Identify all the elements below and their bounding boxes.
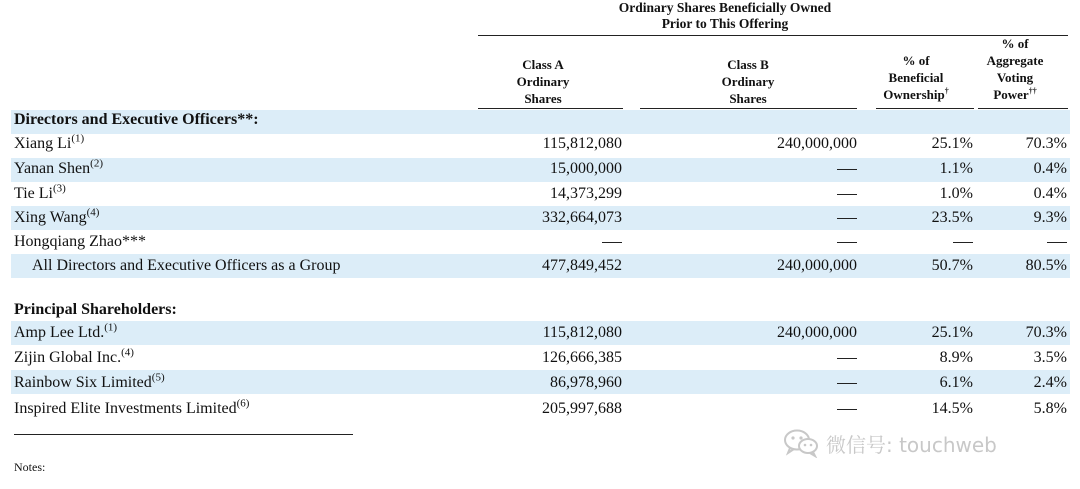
class-a-shares: 205,997,688: [542, 400, 622, 417]
section-header-directors: [0, 108, 1080, 132]
holder-name: [14, 132, 84, 156]
dagger-mark: †: [944, 86, 949, 96]
holder-name-text: Hongqiang Zhao***: [14, 233, 146, 250]
section-title-principal: Principal Shareholders:: [14, 301, 177, 318]
beneficial-pct: 25.1%: [931, 324, 973, 341]
col-header-class-b: [668, 56, 828, 107]
holder-name: [14, 371, 165, 395]
beneficial-pct: 25.1%: [931, 135, 973, 152]
holder-name: All Directors and Executive Officers as a Group: [32, 257, 341, 274]
em-dash: [837, 409, 857, 410]
voting-pct: 5.8%: [1033, 400, 1067, 417]
voting-pct: 3.5%: [1033, 349, 1067, 366]
col-header-class-b-l3: Shares: [729, 91, 767, 106]
footnote-ref: (3): [52, 182, 66, 195]
section-header-principal: [0, 298, 1080, 322]
section-title-directors: Directors and Executive Officers**:: [14, 111, 259, 128]
col-header-beneficial-l3: [866, 86, 966, 103]
footnote-ref: (6): [236, 397, 250, 410]
class-b-shares: [837, 157, 857, 181]
class-b-shares: [837, 230, 857, 254]
voting-pct: 70.3%: [1025, 324, 1067, 341]
em-dash: [837, 242, 857, 243]
col-header-voting-l3: Voting: [996, 70, 1034, 85]
table-row: [0, 397, 1080, 421]
holder-name-text: Zijin Global Inc.: [14, 349, 122, 366]
table-group-header: [600, 0, 850, 32]
beneficial-pct: 23.5%: [931, 209, 973, 226]
em-dash: [837, 169, 857, 170]
footnote-ref: (2): [90, 157, 103, 170]
group-header-line1: Ordinary Shares Beneficially Owned: [618, 0, 832, 15]
beneficial-pct: 14.5%: [931, 400, 973, 417]
col-header-voting-l4: [970, 86, 1060, 103]
col-header-voting-l4-text: Power: [993, 87, 1029, 102]
holder-name-text: Tie Li: [14, 185, 53, 202]
holder-name: [14, 230, 146, 254]
footnote-ref: (5): [151, 371, 165, 384]
em-dash: [953, 242, 973, 243]
voting-pct: [1047, 230, 1067, 254]
voting-pct: 2.4%: [1033, 374, 1067, 391]
col-header-voting: [970, 35, 1060, 103]
holder-name-text: Yanan Shen: [14, 160, 91, 177]
col-header-class-b-l1: Class B: [727, 57, 769, 72]
class-b-shares: 240,000,000: [777, 257, 857, 274]
class-a-shares: 115,812,080: [542, 135, 622, 152]
wechat-icon: [782, 428, 820, 458]
table-row: [0, 230, 1080, 254]
col-header-class-b-l2: Ordinary: [721, 74, 775, 89]
class-b-shares: [837, 397, 857, 421]
class-b-shares: [837, 371, 857, 395]
notes-label: Notes:: [14, 460, 46, 474]
class-a-shares: [602, 230, 622, 254]
voting-pct: 0.4%: [1033, 185, 1067, 202]
class-b-shares: [837, 346, 857, 370]
class-b-shares: [837, 182, 857, 206]
table-row: [0, 371, 1080, 395]
em-dash: [837, 383, 857, 384]
double-dagger-mark: ††: [1028, 86, 1037, 96]
col-header-voting-l2: Aggregate: [986, 53, 1044, 68]
col-header-beneficial: [866, 52, 966, 103]
table-row: [0, 206, 1080, 230]
table-row: [0, 132, 1080, 156]
table-row: [0, 157, 1080, 181]
col-header-class-a-l1: Class A: [522, 57, 564, 72]
em-dash: [837, 194, 857, 195]
voting-pct: 70.3%: [1025, 135, 1067, 152]
table-row: [0, 321, 1080, 345]
group-header-line2: Prior to This Offering: [661, 16, 789, 31]
holder-name-text: Xiang Li: [14, 135, 72, 152]
em-dash: [837, 218, 857, 219]
table-row: [0, 346, 1080, 370]
table-row: [0, 182, 1080, 206]
holder-name: [14, 397, 249, 421]
beneficial-pct: 1.0%: [939, 185, 973, 202]
footnote-rule: [14, 434, 353, 435]
col-header-class-a-l2: Ordinary: [516, 74, 570, 89]
voting-pct: 9.3%: [1033, 209, 1067, 226]
beneficial-pct: 1.1%: [939, 160, 973, 177]
beneficial-pct: 50.7%: [931, 257, 973, 274]
holder-name: [14, 157, 103, 181]
beneficial-pct: [953, 230, 973, 254]
class-b-shares: 240,000,000: [777, 324, 857, 341]
beneficial-pct: 6.1%: [939, 374, 973, 391]
watermark-text: 微信号: touchweb: [826, 432, 997, 457]
holder-name-text: Rainbow Six Limited: [14, 374, 152, 391]
holder-name-text: Inspired Elite Investments Limited: [14, 400, 237, 417]
holder-name: [14, 206, 99, 230]
class-a-shares: 477,849,452: [542, 257, 622, 274]
holder-name: [14, 182, 66, 206]
table-row-total: [0, 254, 1080, 278]
voting-pct: 0.4%: [1033, 160, 1067, 177]
em-dash: [1047, 242, 1067, 243]
holder-name: [14, 321, 117, 345]
footnote-ref: (4): [121, 346, 134, 359]
voting-pct: 80.5%: [1025, 257, 1067, 274]
class-a-shares: 126,666,385: [542, 349, 622, 366]
col-header-voting-l1: % of: [1001, 36, 1029, 51]
footnote-ref: (1): [104, 321, 118, 334]
col-header-class-a: [463, 56, 623, 107]
col-header-class-a-l3: Shares: [524, 91, 562, 106]
class-a-shares: 15,000,000: [550, 160, 622, 177]
class-b-shares: [837, 206, 857, 230]
holder-name-text: Xing Wang: [14, 209, 87, 226]
footnote-ref: (4): [86, 206, 100, 219]
em-dash: [602, 242, 622, 243]
beneficial-pct: 8.9%: [939, 349, 973, 366]
col-header-beneficial-l1: % of: [902, 53, 930, 68]
class-a-shares: 332,664,073: [542, 209, 622, 226]
footnote-ref: (1): [71, 132, 85, 145]
col-header-beneficial-l2: Beneficial: [888, 70, 944, 85]
em-dash: [837, 358, 857, 359]
col-header-beneficial-l3-text: Ownership: [883, 87, 945, 102]
class-a-shares: 115,812,080: [542, 324, 622, 341]
class-b-shares: 240,000,000: [777, 135, 857, 152]
holder-name-text: Amp Lee Ltd.: [14, 324, 105, 341]
class-a-shares: 14,373,299: [550, 185, 622, 202]
holder-name: [14, 346, 134, 370]
class-a-shares: 86,978,960: [550, 374, 622, 391]
watermark: [782, 428, 997, 458]
